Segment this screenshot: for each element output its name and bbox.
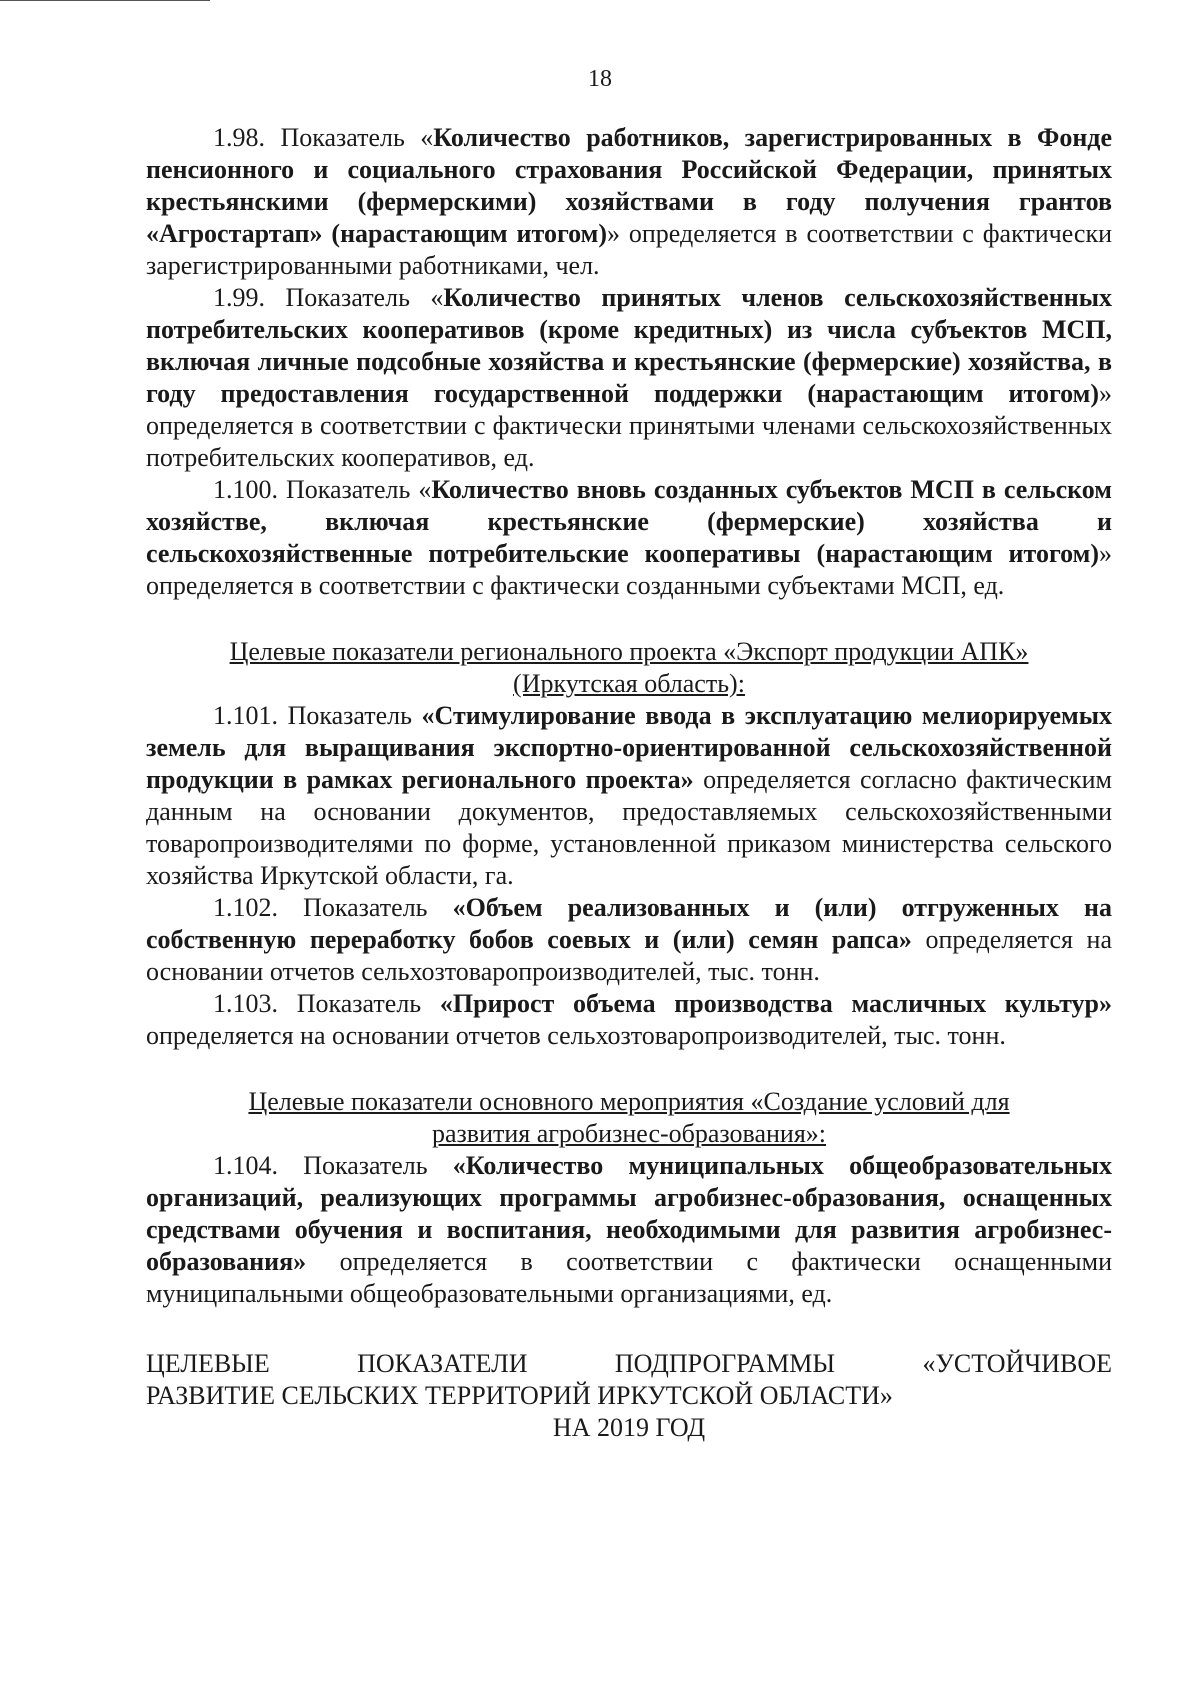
indicator-name: «Прирост объема производства масличных культур» — [439, 989, 1112, 1018]
subprogram-heading — [146, 1348, 1112, 1444]
section-heading-export — [146, 636, 1112, 700]
paragraph-1-104 — [146, 1150, 1112, 1310]
paragraph-number: 1.103. — [213, 989, 278, 1018]
paragraph-number: 1.102. — [213, 893, 278, 922]
paragraph-lead: Показатель — [303, 893, 453, 922]
indicator-name: «Количество муниципальных общеобразовательных организаций, реализующих программы агробизнес-образования, оснащенных средствами обучения и воспитания, необходимыми для развития агробизнес-образования» — [146, 1151, 1112, 1276]
paragraph-lead: Показатель « — [285, 283, 444, 312]
paragraph-number: 1.98. — [213, 123, 265, 152]
paragraph-number: 1.101. — [213, 701, 278, 730]
paragraph-tail: определяется на основании отчетов сельхозтоваропроизводителей, тыс. тонн. — [146, 925, 1112, 986]
paragraph-1-98 — [146, 122, 1112, 282]
section-heading-line: Целевые показатели основного мероприятия «Создание условий для — [248, 1087, 1010, 1116]
paragraph-number: 1.104. — [213, 1151, 278, 1180]
paragraph-tail: » определяется в соответствии с фактически принятыми членами сельскохозяйственных потребительских кооперативов, ед. — [146, 379, 1112, 472]
section-heading-line: (Иркутская область): — [513, 669, 745, 698]
paragraph-number: 1.99. — [213, 283, 265, 312]
subprogram-heading-line: НА 2019 ГОД — [552, 1413, 706, 1442]
paragraph-tail: определяется в соответствии с фактически оснащенными муниципальными общеобразовательными организациями, ед. — [146, 1247, 1112, 1308]
indicator-name: Количество работников, зарегистрированных в Фонде пенсионного и социального страхования Российской Федерации, принятых крестьянскими (фермерскими) хозяйствами в году получения грантов «Агростартап» (нарастающим итогом) — [146, 123, 1112, 248]
paragraph-tail: определяется на основании отчетов сельхозтоваропроизводителей, тыс. тонн. — [146, 1021, 1006, 1050]
paragraph-tail: » определяется в соответствии с фактически зарегистрированными работниками, чел. — [146, 219, 1112, 280]
paragraph-1-103 — [146, 988, 1112, 1052]
subprogram-heading-line: ЦЕЛЕВЫЕ ПОКАЗАТЕЛИ ПОДПРОГРАММЫ «УСТОЙЧИВОЕ — [146, 1349, 1112, 1378]
indicator-name: «Объем реализованных и (или) отгруженных на собственную переработку бобов соевых и (или) семян рапса» — [146, 893, 1112, 954]
paragraph-1-99 — [146, 282, 1112, 474]
paragraph-1-100 — [146, 474, 1112, 602]
indicator-name: Количество вновь созданных субъектов МСП в сельском хозяйстве, включая крестьянские (фермерские) хозяйства и сельскохозяйственные потребительские кооперативы (нарастающим итогом) — [146, 475, 1112, 568]
section-heading-agrobusiness — [146, 1086, 1112, 1150]
paragraph-number: 1.100. — [213, 475, 278, 504]
paragraph-lead: Показатель « — [280, 123, 434, 152]
scan-edge-line — [0, 0, 210, 1]
paragraph-tail: » определяется в соответствии с фактически созданными субъектами МСП, ед. — [146, 539, 1112, 600]
indicator-name: Количество принятых членов сельскохозяйственных потребительских кооперативов (кроме кредитных) из числа субъектов МСП, включая личные подсобные хозяйства и крестьянские (фермерские) хозяйства, в году предоставления государственной поддержки (нарастающим итогом) — [146, 283, 1112, 408]
section-heading-line: развития агробизнес-образования»: — [431, 1119, 827, 1148]
section-heading-line: Целевые показатели регионального проекта «Экспорт продукции АПК» — [229, 637, 1029, 666]
paragraph-1-101 — [146, 700, 1112, 892]
paragraph-lead: Показатель — [287, 701, 422, 730]
paragraph-lead: Показатель — [303, 1151, 453, 1180]
page-number: 18 — [588, 66, 612, 92]
indicator-name: «Стимулирование ввода в эксплуатацию мелиорируемых земель для выращивания экспортно-ориентированной сельскохозяйственной продукции в рамках регионального проекта» — [146, 701, 1112, 794]
paragraph-tail: определяется согласно фактическим данным на основании документов, предоставляемых сельскохозяйственными товаропроизводителями по форме, установленной приказом министерства сельского хозяйства Иркутской области, га. — [146, 765, 1112, 890]
paragraph-lead: Показатель « — [285, 475, 432, 504]
document-body — [146, 122, 1112, 1444]
paragraph-1-102 — [146, 892, 1112, 988]
subprogram-heading-line: РАЗВИТИЕ СЕЛЬСКИХ ТЕРРИТОРИЙ ИРКУТСКОЙ ОБЛАСТИ» — [146, 1381, 893, 1410]
paragraph-lead: Показатель — [296, 989, 440, 1018]
